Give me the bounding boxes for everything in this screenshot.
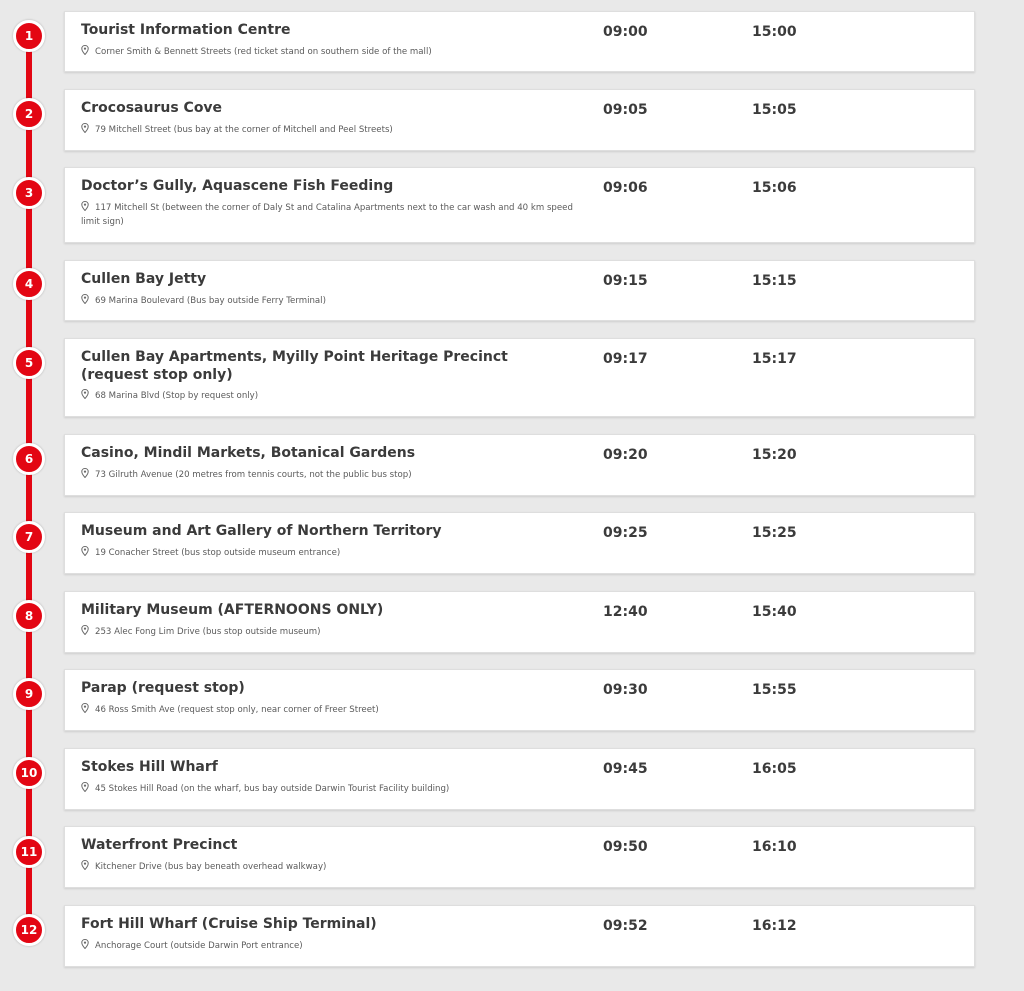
stop-name: Military Museum (AFTERNOONS ONLY) bbox=[81, 602, 384, 618]
departure-time-morning: 09:52 bbox=[603, 918, 648, 934]
map-pin-icon bbox=[81, 860, 89, 870]
departure-time-morning: 09:20 bbox=[603, 447, 648, 463]
departure-time-morning: 09:17 bbox=[603, 351, 648, 367]
stop-card[interactable] bbox=[64, 167, 975, 243]
departure-time-afternoon: 15:40 bbox=[752, 604, 797, 620]
stop-address bbox=[81, 860, 577, 874]
stop-card[interactable] bbox=[64, 748, 975, 810]
departure-time-morning: 12:40 bbox=[603, 604, 648, 620]
stop-address bbox=[81, 201, 577, 229]
stop-name: Casino, Mindil Markets, Botanical Gardens bbox=[81, 445, 416, 461]
stop-card[interactable] bbox=[64, 591, 975, 653]
departure-time-afternoon: 16:10 bbox=[752, 839, 797, 855]
stop-card[interactable] bbox=[64, 338, 975, 417]
departure-time-afternoon: 15:15 bbox=[752, 273, 797, 289]
stop-address-text: 68 Marina Blvd (Stop by request only) bbox=[95, 391, 259, 401]
stop-name: Waterfront Precinct bbox=[81, 837, 238, 853]
map-pin-icon bbox=[81, 468, 89, 478]
departure-time-afternoon: 15:06 bbox=[752, 180, 797, 196]
stop-number-badge: 7 bbox=[13, 521, 45, 553]
map-pin-icon bbox=[81, 782, 89, 792]
stop-number-badge: 4 bbox=[13, 268, 45, 300]
stop-name: Museum and Art Gallery of Northern Territory bbox=[81, 523, 442, 539]
stop-address bbox=[81, 468, 577, 482]
departure-time-afternoon: 15:55 bbox=[752, 682, 797, 698]
route-line bbox=[26, 36, 32, 930]
stop-address-text: 117 Mitchell St (between the corner of Daly St and Catalina Apartments next to the car wash and 40 km speed limit sign) bbox=[81, 203, 573, 227]
map-pin-icon bbox=[81, 703, 89, 713]
stop-address-text: 19 Conacher Street (bus stop outside museum entrance) bbox=[95, 548, 341, 558]
stop-address bbox=[81, 45, 577, 59]
stop-address-text: 79 Mitchell Street (bus bay at the corner of Mitchell and Peel Streets) bbox=[95, 125, 393, 135]
departure-time-morning: 09:50 bbox=[603, 839, 648, 855]
stop-card[interactable] bbox=[64, 434, 975, 496]
departure-time-morning: 09:06 bbox=[603, 180, 648, 196]
stop-name: Crocosaurus Cove bbox=[81, 100, 223, 116]
departure-time-morning: 09:45 bbox=[603, 761, 648, 777]
stop-address bbox=[81, 625, 577, 639]
stop-card[interactable] bbox=[64, 669, 975, 731]
stop-number-badge: 1 bbox=[13, 20, 45, 52]
stop-address bbox=[81, 939, 577, 953]
stop-name: Fort Hill Wharf (Cruise Ship Terminal) bbox=[81, 916, 377, 932]
stop-name: Tourist Information Centre bbox=[81, 22, 291, 38]
stop-address bbox=[81, 294, 577, 308]
departure-time-morning: 09:00 bbox=[603, 24, 648, 40]
stop-address-text: Kitchener Drive (bus bay beneath overhead walkway) bbox=[95, 862, 327, 872]
stop-card[interactable] bbox=[64, 89, 975, 151]
stop-card[interactable] bbox=[64, 512, 975, 574]
departure-time-afternoon: 16:05 bbox=[752, 761, 797, 777]
stop-number-badge: 11 bbox=[13, 836, 45, 868]
departure-time-afternoon: 15:17 bbox=[752, 351, 797, 367]
stop-address bbox=[81, 389, 577, 403]
departure-time-afternoon: 15:20 bbox=[752, 447, 797, 463]
map-pin-icon bbox=[81, 45, 89, 55]
stop-address-text: Corner Smith & Bennett Streets (red ticket stand on southern side of the mall) bbox=[95, 47, 432, 57]
stop-name: Parap (request stop) bbox=[81, 680, 245, 696]
departure-time-morning: 09:25 bbox=[603, 525, 648, 541]
stop-number-badge: 2 bbox=[13, 98, 45, 130]
map-pin-icon bbox=[81, 294, 89, 304]
departure-time-morning: 09:30 bbox=[603, 682, 648, 698]
departure-time-morning: 09:05 bbox=[603, 102, 648, 118]
departure-time-afternoon: 15:25 bbox=[752, 525, 797, 541]
departure-time-afternoon: 15:00 bbox=[752, 24, 797, 40]
stop-name: Cullen Bay Apartments, Myilly Point Heritage Precinct (request stop only) bbox=[81, 349, 508, 383]
stop-name: Stokes Hill Wharf bbox=[81, 759, 218, 775]
stop-name: Cullen Bay Jetty bbox=[81, 271, 207, 287]
stop-card[interactable] bbox=[64, 905, 975, 967]
stop-address-text: 253 Alec Fong Lim Drive (bus stop outside museum) bbox=[95, 627, 321, 637]
stop-address-text: 45 Stokes Hill Road (on the wharf, bus bay outside Darwin Tourist Facility building) bbox=[95, 784, 450, 794]
map-pin-icon bbox=[81, 389, 89, 399]
stop-address-text: 69 Marina Boulevard (Bus bay outside Ferry Terminal) bbox=[95, 296, 326, 306]
map-pin-icon bbox=[81, 546, 89, 556]
map-pin-icon bbox=[81, 625, 89, 635]
stop-number-badge: 5 bbox=[13, 347, 45, 379]
stop-card[interactable] bbox=[64, 11, 975, 72]
stop-number-badge: 6 bbox=[13, 443, 45, 475]
stop-address bbox=[81, 782, 577, 796]
stop-address-text: 73 Gilruth Avenue (20 metres from tennis courts, not the public bus stop) bbox=[95, 470, 412, 480]
stop-number-badge: 12 bbox=[13, 914, 45, 946]
map-pin-icon bbox=[81, 123, 89, 133]
stop-card[interactable] bbox=[64, 260, 975, 321]
stop-number-badge: 3 bbox=[13, 177, 45, 209]
stop-card[interactable] bbox=[64, 826, 975, 888]
stop-number-badge: 9 bbox=[13, 678, 45, 710]
map-pin-icon bbox=[81, 201, 89, 211]
stop-address bbox=[81, 546, 577, 560]
stop-address bbox=[81, 703, 577, 717]
stop-name: Doctor’s Gully, Aquascene Fish Feeding bbox=[81, 178, 394, 194]
stop-number-badge: 8 bbox=[13, 600, 45, 632]
departure-time-morning: 09:15 bbox=[603, 273, 648, 289]
departure-time-afternoon: 16:12 bbox=[752, 918, 797, 934]
stop-address-text: 46 Ross Smith Ave (request stop only, near corner of Freer Street) bbox=[95, 705, 379, 715]
map-pin-icon bbox=[81, 939, 89, 949]
departure-time-afternoon: 15:05 bbox=[752, 102, 797, 118]
stop-address bbox=[81, 123, 577, 137]
stop-number-badge: 10 bbox=[13, 757, 45, 789]
stop-address-text: Anchorage Court (outside Darwin Port entrance) bbox=[95, 941, 303, 951]
